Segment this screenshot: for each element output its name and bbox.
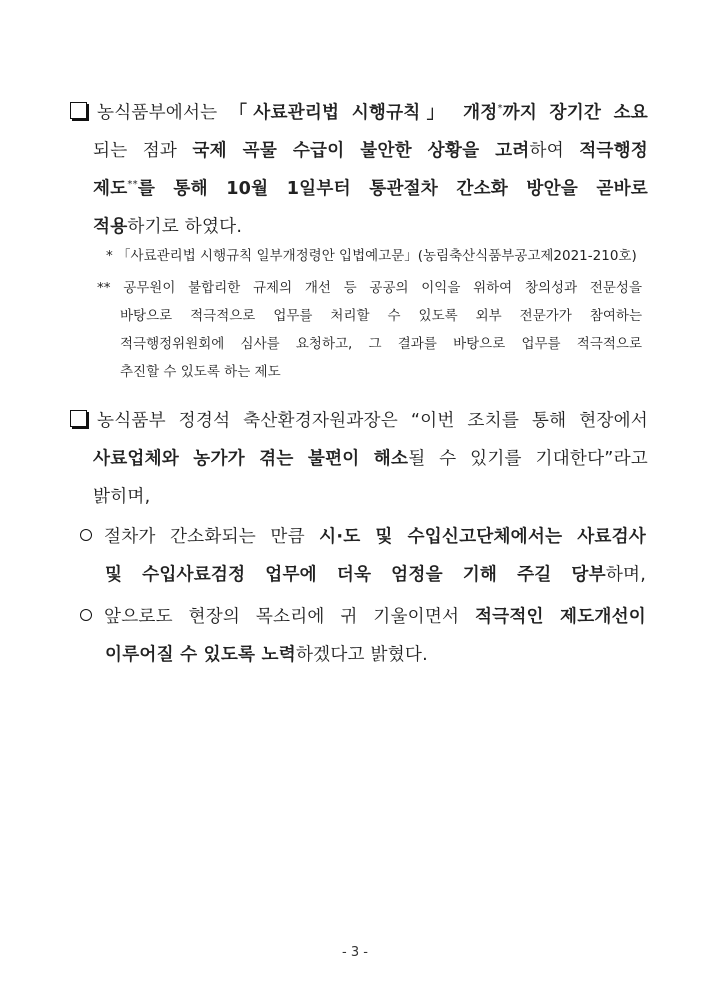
paragraph-3	[80, 518, 646, 594]
footnote-2-line2: 바탕으로 적극적으로 업무를 처리할 수 있도록 외부 전문가가 참여하는	[120, 308, 642, 324]
paragraph-2	[68, 402, 648, 516]
circle-bullet-icon	[80, 529, 92, 541]
footnote-2-line4: 추진할 수 있도록 하는 제도	[120, 364, 281, 380]
footnote-2-line1: ** 공무원이 불합리한 규제의 개선 등 공공의 이익을 위하여 창의성과 전문성을	[97, 280, 642, 296]
square-bullet-icon	[70, 410, 87, 427]
paragraph-1	[68, 94, 648, 246]
page-number: - 3 -	[342, 945, 368, 960]
para3-line2: 및 수입사료검정 업무에 더욱 엄정을 기해 주길 당부하며,	[105, 565, 646, 585]
para3-line1: 절차가 간소화되는 만큼 시·도 및 수입신고단체에서는 사료검사	[80, 518, 646, 556]
para1-line1: 농식품부에서는 「사료관리법 시행규칙」 개정*까지 장기간 소요	[68, 94, 648, 132]
para4-line2: 이루어질 수 있도록 노력하겠다고 밝혔다.	[105, 645, 428, 665]
para2-line1: 농식품부 정경석 축산환경자원과장은 “이번 조치를 통해 현장에서	[68, 402, 648, 440]
para1-line4: 적용하기로 하였다.	[93, 217, 243, 237]
para2-line2: 사료업체와 농가가 겪는 불편이 해소될 수 있기를 기대한다”라고	[93, 449, 648, 469]
footnote-2-line3: 적극행정위원회에 심사를 요청하고, 그 결과를 바탕으로 업무를 적극적으로	[120, 336, 642, 352]
circle-bullet-icon	[80, 609, 92, 621]
paragraph-4	[80, 598, 646, 674]
para4-line1: 앞으로도 현장의 목소리에 귀 기울이면서 적극적인 제도개선이	[80, 598, 646, 636]
para2-line3: 밝히며,	[93, 487, 151, 507]
square-bullet-icon	[70, 102, 87, 119]
para1-line2: 되는 점과 국제 곡물 수급이 불안한 상황을 고려하여 적극행정	[93, 141, 649, 161]
footnote-1: * 「사료관리법 시행규칙 일부개정령안 입법예고문」(농림축산식품부공고제2021-210호)	[106, 248, 637, 264]
para1-line3: 제도**를 통해 10월 1일부터 통관절차 간소화 방안을 곧바로	[93, 179, 648, 199]
